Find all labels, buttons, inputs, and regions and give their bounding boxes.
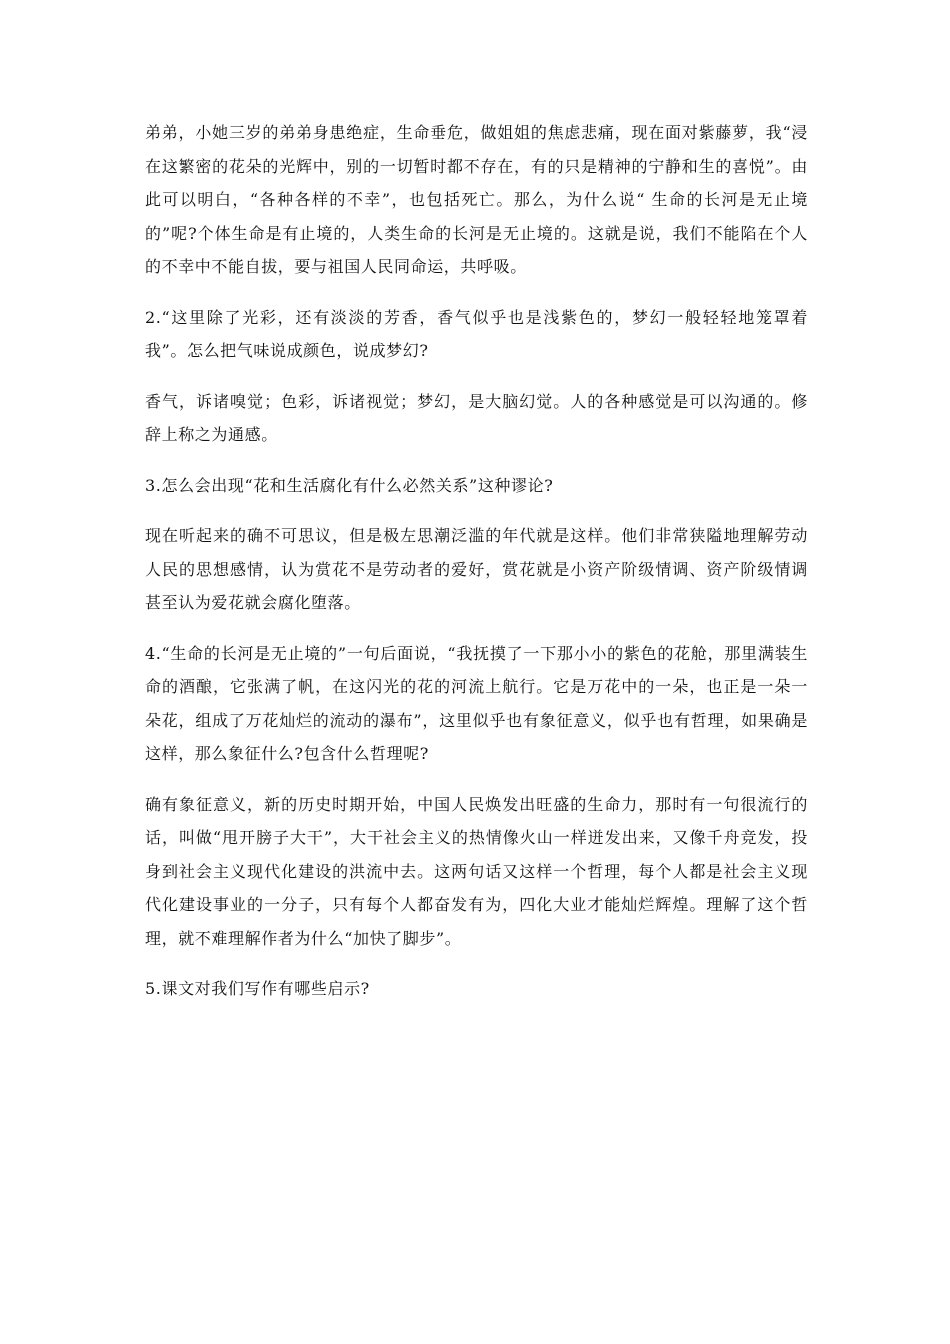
paragraph-gap [145,502,808,519]
paragraph-gap [145,284,808,301]
paragraph-gap [145,368,808,385]
paragraph-gap [145,771,808,788]
paragraph-gap [145,452,808,469]
answer-3: 现在听起来的确不可思议，但是极左思潮泛滥的年代就是这样。他们非常狭隘地理解劳动人民的思想感情，认为赏花不是劳动者的爱好，赏花就是小资产阶级情调、资产阶级情调甚至认为爱花就会腐化堕落。 [145,526,808,612]
question-4: 4.“生命的长河是无止境的”一句后面说，“我抚摸了一下那小小的紫色的花舱，那里满装生命的酒酿，它张满了帆，在这闪光的花的河流上航行。它是万花中的一朵，也正是一朵一朵花，组成了万花灿烂的流动的瀑布”，这里似乎也有象征意义，似乎也有哲理，如果确是这样，那么象征什么?包含什么哲理呢? [145,643,808,763]
question-3: 3.怎么会出现“花和生活腐化有什么必然关系”这种谬论? [145,475,554,495]
answer-2: 香气，诉诸嗅觉；色彩，诉诸视觉；梦幻，是大脑幻觉。人的各种感觉是可以沟通的。修辞上称之为通感。 [145,391,808,444]
paragraph-gap [145,955,808,972]
paragraph-answer-1-continued: 弟弟，小她三岁的弟弟身患绝症，生命垂危，做姐姐的焦虑悲痛，现在面对紫藤萝，我“浸在这繁密的花朵的光辉中，别的一切暂时都不存在，有的只是精神的宁静和生的喜悦”。由此可以明白，“各种各样的不幸”，也包括死亡。那么，为什么说“ 生命的长河是无止境的”呢?个体生命是有止境的，人类生命的长河是无止境的。这就是说，我们不能陷在个人的不幸中不能自拔，要与祖国人民同命运，共呼吸。 [145,123,808,276]
question-2: 2.“这里除了光彩，还有淡淡的芳香，香气似乎也是浅紫色的，梦幻一般轻轻地笼罩着我”。怎么把气味说成颜色，说成梦幻? [145,307,808,360]
question-5: 5.课文对我们写作有哪些启示? [145,979,370,998]
paragraph-gap [145,620,808,637]
answer-4: 确有象征意义，新的历史时期开始，中国人民焕发出旺盛的生命力，那时有一句很流行的话，叫做“甩开膀子大干”，大干社会主义的热情像火山一样迸发出来，又像千舟竞发，投身到社会主义现代化建设的洪流中去。这两句话又这样一个哲理，每个人都是社会主义现代化建设事业的一分子，只有每个人都奋发有为，四化大业才能灿烂辉煌。理解了这个哲理，就不难理解作者为什么“加快了脚步”。 [145,794,808,948]
document-body [145,116,808,1006]
